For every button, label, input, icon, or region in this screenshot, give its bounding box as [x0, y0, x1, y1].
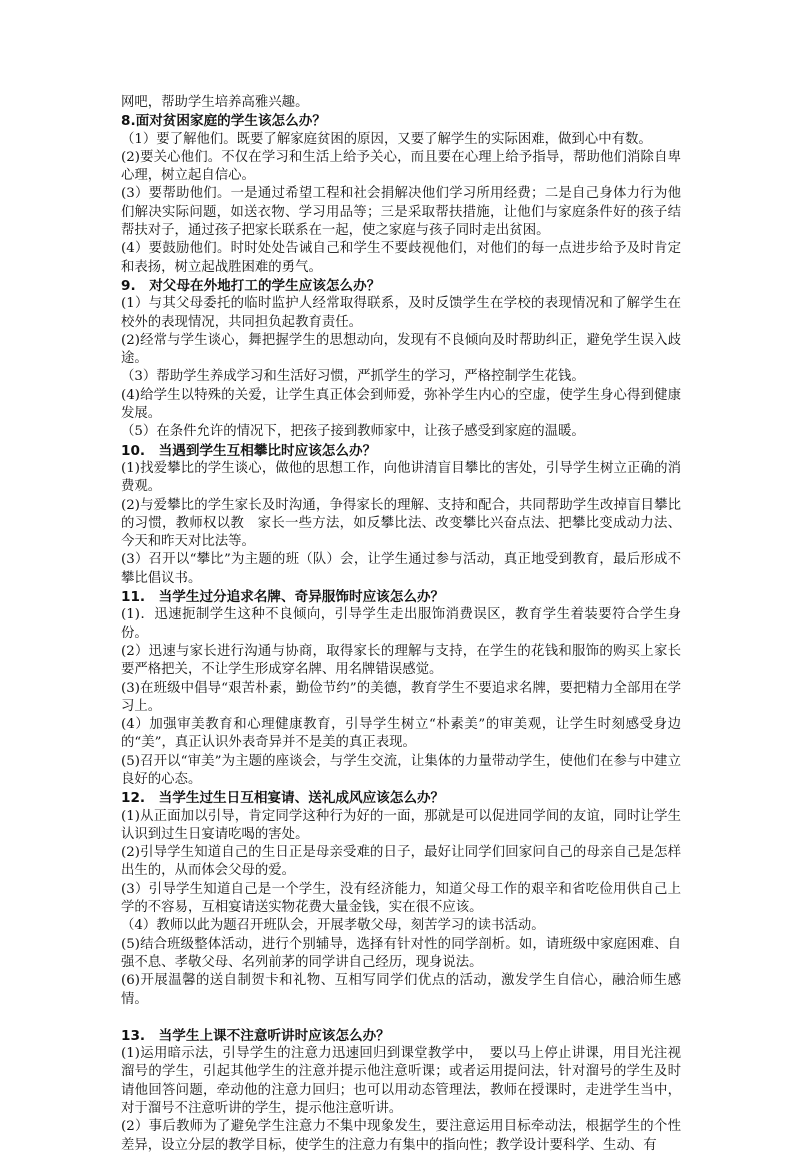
paragraph: (5)结合班级整体活动，进行个别辅导，选择有针对性的同学剖析。如，请班级中家庭困难、自强不息、孝敬父母、名列前茅的同学讲自己经历，现身说法。 [121, 936, 681, 970]
paragraph: （3）帮助学生养成学习和生活好习惯，严抓学生的学习，严格控制学生花钱。 [121, 369, 585, 385]
intro-text: 网吧，帮助学生培养高雅兴趣。 [121, 95, 309, 110]
paragraph: (2）事后教师为了避免学生注意力不集中现象发生，要注意运用目标牵动法，根据学生的个性差异，设立分层的教学目标，使学生的注意力有集中的指向性；教学设计要科学、生动、有 [121, 1119, 681, 1153]
paragraph: （4）教师以此为题召开班队会，开展孝敬父母，刻苦学习的读书活动。 [121, 918, 545, 934]
section-8 [121, 112, 681, 277]
section-12 [121, 789, 681, 1009]
paragraph: （1）要了解他们。既要了解家庭贫困的原因，又要了解学生的实际困难，做到心中有数。 [121, 131, 652, 147]
section-heading: 11. 当学生过分追求名牌、奇异服饰时应该怎么办？ [121, 589, 445, 606]
paragraph: (3）要帮助他们。一是通过希望工程和社会捐解决他们学习所用经费；二是自己身体力行为他们解决实际问题，如送衣物、学习用品等；三是采取帮扶措施，让他们与家庭条件好的孩子结帮扶对子，通过孩子把家长联系在一起，使之家庭与孩子同时走出贫困。 [121, 186, 681, 239]
paragraph: (4）要鼓励他们。时时处处告诫自己和学生不要歧视他们，对他们的每一点进步给予及时肯定和表扬，树立起战胜困难的勇气。 [121, 241, 681, 275]
section-9 [121, 277, 681, 442]
paragraph: (3）引导学生知道自己是一个学生，没有经济能力，知道父母工作的艰辛和省吃俭用供自己上学的不容易，互相宴请送实物花费大量金钱，实在很不应该。 [121, 881, 681, 916]
paragraph: (5)召开以“审美”为主题的座谈会，与学生交流，让集体的力量带动学生，使他们在参与中建立良好的心态。 [121, 753, 681, 787]
section-heading: 12. 当学生过生日互相宴请、送礼成风应该怎么办？ [121, 790, 445, 807]
section-heading: 10. 当遇到学生互相攀比时应该怎么办？ [121, 442, 377, 459]
paragraph: (4）加强审美教育和心理健康教育，引导学生树立“朴素美”的审美观，让学生时刻感受身边的“美”，真正认识外表奇异并不是美的真正表现。 [121, 717, 681, 751]
paragraph: (1)．迅速扼制学生这种不良倾向，引导学生走出服饰消费误区，教育学生着装要符合学生身份。 [121, 607, 681, 641]
paragraph: (2)引导学生知道自己的生日正是母亲受难的日子，最好让同学们回家问自己的母亲自己是怎样出生的，从而体会父母的爱。 [121, 845, 681, 879]
section-heading: 9. 对父母在外地打工的学生应该怎么办？ [121, 277, 381, 294]
paragraph: (2)与爱攀比的学生家长及时沟通，争得家长的理解、支持和配合，共同帮助学生改掉盲目攀比的习惯，教师权以教 家长一些方法，如反攀比法、改变攀比兴奋点法、把攀比变成动力法、今天和昨天对比法等。 [121, 497, 681, 550]
section-13 [121, 1027, 681, 1155]
blank-line [121, 1009, 681, 1027]
paragraph: (2）迅速与家长进行沟通与协商，取得家长的理解与支持，在学生的花钱和服饰的购买上家长要严格把关，不让学生形成穿名牌、用名牌错误感觉。 [121, 643, 681, 678]
section-11 [121, 588, 681, 789]
paragraph: (1)找爱攀比的学生谈心，做他的思想工作，向他讲清盲目攀比的害处，引导学生树立正确的消费观。 [121, 460, 681, 495]
paragraph: (1)运用暗示法，引导学生的注意力迅速回归到课堂教学中， 要以马上停止讲课，用目光注视溜号的学生，引起其他学生的注意并提示他注意听课；或者运用提问法，针对溜号的学生及时请他回答问题，牵动他的注意力回归；也可以用动态管理法，教师在授课时，走进学生当中，对于溜号不注意听讲的学生，提示他注意听讲。 [121, 1046, 681, 1117]
section-10 [121, 442, 681, 588]
paragraph: (1）与其父母委托的临时监护人经常取得联系，及时反馈学生在学校的表现情况和了解学生在校外的表现情况，共同担负起教育责任。 [121, 296, 681, 330]
paragraph: (1)从正面加以引导，肯定同学这种行为好的一面，那就是可以促进同学间的友谊，同时让学生认识到过生日宴请吃喝的害处。 [121, 808, 681, 842]
paragraph: (3)在班级中倡导“艰苦朴素，勤俭节约”的美德，教育学生不要追求名牌，要把精力全部用在学习上。 [121, 680, 681, 714]
paragraph: (2)要关心他们。不仅在学习和生活上给予关心，而且要在心理上给予指导，帮助他们消除自卑心理，树立起自信心。 [121, 149, 681, 184]
paragraph: (6)开展温馨的送自制贺卡和礼物、互相写同学们优点的活动，激发学生自信心，融洽师生感情。 [121, 973, 681, 1007]
paragraph: (3）召开以“攀比”为主题的班（队）会，让学生通过参与活动，真正地受到教育，最后形成不攀比倡议书。 [121, 552, 681, 586]
paragraph: (4)给学生以特殊的关爱，让学生真正体会到师爱，弥补学生内心的空虚，使学生身心得到健康发展。 [121, 387, 681, 422]
section-heading: 8.面对贫困家庭的学生该怎么办？ [121, 113, 326, 130]
document-page [121, 94, 681, 1155]
paragraph: （5）在条件允许的情况下，把孩子接到教师家中，让孩子感受到家庭的温暖。 [121, 424, 585, 440]
section-heading: 13. 当学生上课不注意听讲时应该怎么办？ [121, 1027, 390, 1044]
paragraph: (2)经常与学生谈心，舞把握学生的思想动向，发现有不良倾向及时帮助纠正，避免学生误入歧途。 [121, 332, 681, 367]
